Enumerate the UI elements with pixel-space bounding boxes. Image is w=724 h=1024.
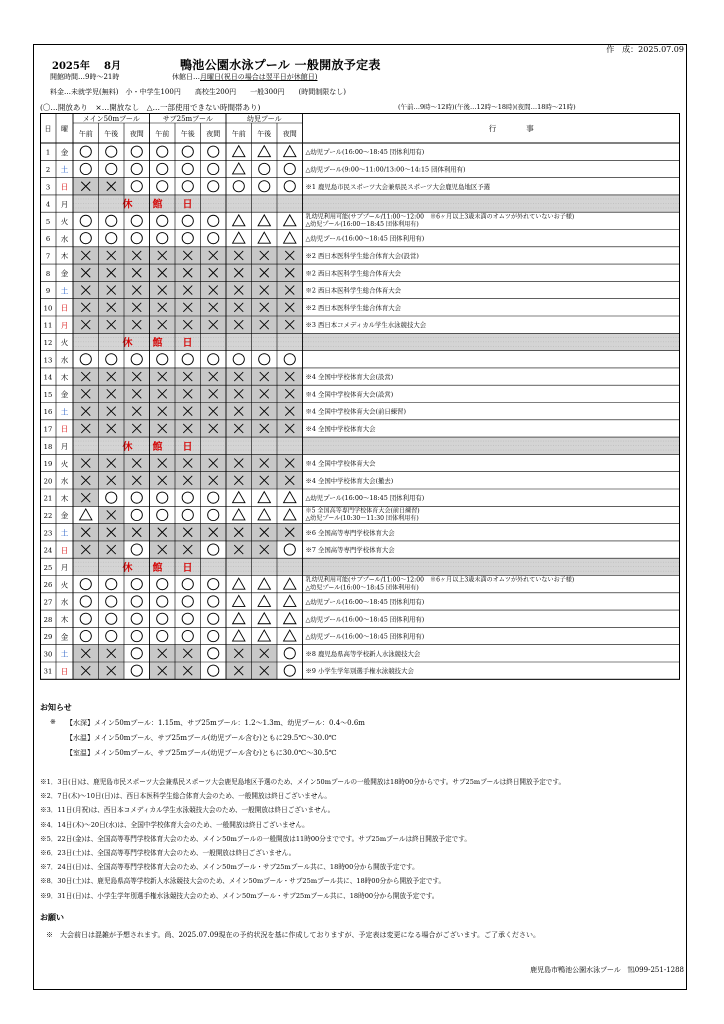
open-mark [157, 163, 168, 174]
notice-heading: お知らせ [40, 702, 72, 712]
day-number: 15 [43, 390, 53, 399]
header-events: 行 事 [488, 124, 534, 133]
closed-day-label: 休 館 日 [122, 441, 193, 453]
day-number: 29 [43, 633, 53, 642]
open-mark [157, 509, 168, 520]
weekday: 水 [60, 355, 69, 365]
open-mark [80, 233, 91, 244]
partial-mark [258, 146, 270, 157]
open-mark [157, 181, 168, 192]
header-group-2: サブ25mプール [162, 115, 213, 123]
open-mark [157, 233, 168, 244]
open-mark [259, 163, 270, 174]
header-午前: 午前 [78, 130, 93, 138]
event-text: △幼児プール(16:00～18:45 団体利用有) [305, 148, 425, 157]
weekday: 火 [60, 580, 69, 590]
open-mark [131, 613, 142, 624]
open-mark [106, 630, 117, 641]
event-text: 乳幼児利用可能(サブプール/11:00～12:00 ※6ヶ月以上3歳未満のオムツが外れていないお子様) [305, 213, 575, 221]
day-number: 30 [43, 650, 53, 659]
weekday: 月 [60, 563, 69, 573]
partial-mark [284, 146, 296, 157]
open-mark [208, 215, 219, 226]
open-mark [208, 163, 219, 174]
open-mark [106, 146, 117, 157]
symbol-legend: (〇…開放あり ×…開放なし △…一部使用できない時間帯あり) [40, 103, 261, 112]
open-mark [131, 354, 142, 365]
created-date: 作 成：2025.07.09 [606, 45, 684, 54]
open-mark [182, 509, 193, 520]
header-午前: 午前 [155, 130, 170, 138]
event-text: ※4 全国中学校体育大会(前日練習) [305, 407, 407, 416]
day-number: 1 [45, 148, 51, 157]
header-午後: 午後 [104, 130, 119, 138]
day-number: 17 [43, 425, 53, 434]
open-mark [106, 492, 117, 503]
open-mark [182, 215, 193, 226]
event-text: △幼児プール(16:00～18:45 団体利用有) [305, 597, 425, 606]
weekday: 土 [60, 165, 69, 175]
day-number: 9 [45, 287, 51, 296]
partial-mark [284, 509, 296, 520]
open-mark [182, 233, 193, 244]
weekday: 土 [60, 407, 69, 417]
open-mark [131, 544, 142, 555]
open-mark [284, 544, 295, 555]
partial-mark [258, 492, 270, 503]
event-text: △幼児プール(16:00～18:45 団体利用有) [305, 494, 425, 503]
water-depth: 【水深】メイン50mプール：1.15m、サブ25mプール：1.2～1.3m、幼児プール：0.4～0.6m [66, 719, 365, 727]
closed-days-prefix: 休館日… [172, 73, 200, 81]
weekday: 水 [60, 234, 69, 244]
partial-mark [258, 215, 270, 226]
weekday: 月 [60, 320, 69, 330]
event-text: △幼児プール(16:00～18:45 団体利用有) [305, 234, 425, 243]
open-mark [131, 509, 142, 520]
open-mark [131, 233, 142, 244]
open-mark [208, 509, 219, 520]
open-mark [157, 215, 168, 226]
closed-day-label: 休 館 日 [122, 562, 193, 574]
event-text: ※4 全国中学校体育大会 [305, 424, 376, 433]
weekday: 火 [60, 338, 69, 348]
open-mark [131, 648, 142, 659]
open-mark [106, 596, 117, 607]
day-number: 26 [43, 581, 53, 590]
open-mark [182, 354, 193, 365]
open-mark [182, 492, 193, 503]
open-mark [284, 354, 295, 365]
weekday: 日 [60, 424, 69, 434]
open-mark [131, 146, 142, 157]
open-mark [80, 596, 91, 607]
open-mark [208, 613, 219, 624]
event-text: ※2 西日本医科学生総合体育大会 [305, 286, 402, 295]
partial-mark [233, 630, 245, 641]
partial-mark [233, 578, 245, 589]
weekday: 金 [60, 632, 69, 642]
partial-mark [258, 595, 270, 606]
open-mark [157, 579, 168, 590]
facility-contact: 鹿児島市鴨池公園水泳プール ℡099-251-1288 [530, 966, 684, 974]
open-mark [80, 354, 91, 365]
footnote-2: ※2．7日(木)～10日(日)は、西日本医科学生総合体育大会のため、一般開放は終日ございません。 [40, 792, 331, 801]
open-mark [157, 596, 168, 607]
partial-mark [233, 163, 245, 174]
day-number: 8 [45, 269, 51, 278]
footnote-4: ※4．14日(木)～20日(水)は、全国中学校体育大会のため、一般開放は終日ございません。 [40, 820, 309, 829]
partial-mark [258, 578, 270, 589]
partial-mark [258, 630, 270, 641]
open-mark [208, 233, 219, 244]
open-mark [208, 665, 219, 676]
partial-mark [233, 492, 245, 503]
open-mark [131, 181, 142, 192]
open-mark [106, 163, 117, 174]
weekday: 水 [60, 597, 69, 607]
footnote-5: ※5．22日(金)は、全国高等専門学校体育大会のため、メイン50mプールの一般開放は11時00分までです。サブ25mプールは終日開放予定です。 [40, 834, 471, 843]
closed-days-text: 月曜日(祝日の場合は翌平日が休館日) [200, 73, 318, 81]
open-mark [157, 630, 168, 641]
day-number: 21 [43, 494, 53, 503]
open-mark [80, 630, 91, 641]
open-mark [106, 354, 117, 365]
footnote-7: ※7．24日(日)は、全国高等専門学校体育大会のため、メイン50mプール・サブ25mプール共に、18時00分から開放予定です。 [40, 863, 419, 872]
partial-mark [233, 595, 245, 606]
open-mark [208, 648, 219, 659]
weekday: 土 [60, 528, 69, 538]
partial-mark [284, 232, 296, 243]
event-text: ※9 小学生学年別選手権水泳競技大会 [305, 667, 414, 676]
schedule-year: 2025年 [52, 61, 90, 72]
weekday: 木 [60, 372, 69, 382]
event-text: ※8 鹿児島県高等学校新人水泳競技大会 [305, 649, 421, 658]
open-mark [208, 596, 219, 607]
day-number: 6 [45, 235, 51, 244]
weekday: 金 [60, 511, 69, 521]
open-mark [182, 579, 193, 590]
event-text: ※2 西日本医科学生総合体育大会 [305, 303, 402, 312]
open-mark [233, 181, 244, 192]
day-number: 10 [43, 304, 53, 313]
open-mark [131, 215, 142, 226]
weekday: 日 [60, 182, 69, 192]
partial-mark [284, 630, 296, 641]
event-text: ※4 全国中学校体育大会(設営) [305, 390, 394, 399]
footnote-1: ※1．3日(日)は、鹿児島市民スポーツ大会兼県民スポーツ大会鹿児島地区予選のため、メイン50mプールの一般開放は18時00分からです。サブ25mプールは終日開放予定です。 [40, 778, 566, 786]
header-夜間: 夜間 [282, 130, 297, 138]
event-text: △幼児プール(16:00～18:45 団体利用有) [305, 221, 419, 228]
day-number: 16 [43, 408, 53, 417]
header-weekday: 曜 [61, 125, 68, 133]
day-number: 19 [43, 460, 53, 469]
open-mark [106, 233, 117, 244]
header-夜間: 夜間 [129, 130, 144, 138]
event-text: ※4 全国中学校体育大会(撤去) [305, 476, 394, 485]
open-mark [131, 492, 142, 503]
footnote-9: ※9．31日(日)は、小学生学年別選手権水泳競技大会のため、メイン50mプール・サブ25mプール共に、18時00分から開放予定です。 [40, 891, 439, 900]
open-mark [284, 665, 295, 676]
event-text: ※1 鹿児島市民スポーツ大会兼県民スポーツ大会鹿児島地区予選 [305, 182, 491, 191]
weekday: 月 [60, 441, 69, 451]
weekday: 木 [60, 251, 69, 261]
day-number: 28 [43, 615, 53, 624]
open-mark [259, 354, 270, 365]
event-text: ※6 全国高等専門学校体育大会 [305, 528, 395, 537]
event-text: ※3 西日本コメディカル学生水泳競技大会 [305, 321, 427, 330]
day-number: 3 [45, 183, 51, 192]
day-number: 25 [43, 563, 53, 572]
open-mark [131, 665, 142, 676]
weekday: 金 [60, 147, 69, 157]
day-number: 31 [43, 667, 53, 676]
fee-info: 料金…未就学児(無料) 小・中学生100円 高校生200円 一般300円 (時間制限なし) [50, 88, 347, 96]
weekday: 日 [60, 666, 69, 676]
event-text: 乳幼児利用可能(サブプール/11:00～12:00 ※6ヶ月以上3歳未満のオムツが外れていないお子様) [305, 576, 575, 584]
event-text: ※7 全国高等専門学校体育大会 [305, 546, 395, 555]
closed-day-label: 休 館 日 [122, 337, 193, 349]
open-mark [182, 630, 193, 641]
partial-mark [284, 595, 296, 606]
water-temperature: 【水温】メイン50mプール、サブ25mプール(幼児プール含む)ともに29.5℃～30.0℃ [66, 734, 337, 742]
partial-mark [258, 232, 270, 243]
header-group-3: 幼児プール [246, 115, 282, 123]
header-夜間: 夜間 [206, 130, 221, 138]
event-text: △幼児プール(9:00～11:00/13:00～14:15 団体利用有) [305, 165, 466, 174]
open-mark [208, 492, 219, 503]
partial-mark [284, 578, 296, 589]
open-mark [284, 181, 295, 192]
event-text: ※4 全国中学校体育大会 [305, 459, 376, 468]
day-number: 14 [43, 373, 53, 382]
open-mark [157, 146, 168, 157]
partial-mark [233, 613, 245, 624]
open-mark [284, 163, 295, 174]
weekday: 日 [60, 303, 69, 313]
day-number: 20 [43, 477, 53, 486]
open-mark [233, 354, 244, 365]
notice-mark: ※ [50, 718, 56, 726]
open-mark [157, 492, 168, 503]
open-mark [259, 181, 270, 192]
open-mark [208, 579, 219, 590]
weekday: 金 [60, 390, 69, 400]
open-mark [208, 630, 219, 641]
partial-mark [258, 613, 270, 624]
day-number: 24 [43, 546, 53, 555]
schedule-table [40, 113, 680, 697]
header-day: 日 [44, 125, 52, 133]
open-mark [157, 354, 168, 365]
day-number: 12 [43, 338, 53, 347]
header-午後: 午後 [180, 130, 195, 138]
weekday: 日 [60, 545, 69, 555]
header-group-1: メイン50mプール [82, 115, 140, 123]
open-mark [208, 146, 219, 157]
open-mark [157, 613, 168, 624]
footnote-6: ※6．23日(土)は、全国高等専門学校体育大会のため、一般開放は終日ございません。 [40, 849, 296, 857]
event-text: ※2 西日本医科学生総合体育大会(設営) [305, 251, 419, 260]
open-mark [80, 146, 91, 157]
open-mark [182, 613, 193, 624]
event-text: △幼児プール(16:00～18:45 団体利用有) [305, 615, 425, 624]
open-mark [131, 163, 142, 174]
partial-mark [233, 509, 245, 520]
request-text: ※ 大会前日は混雑が予想されます。尚、2025.07.09現在の予約状況を基に作成しておりますが、予定表は変更になる場合がございます。ご了承ください。 [46, 931, 540, 939]
event-text: △幼児プール(16:00～18:45 団体利用有) [305, 632, 425, 641]
partial-mark [258, 509, 270, 520]
partial-mark [233, 146, 245, 157]
header-午後: 午後 [257, 130, 272, 138]
event-text: △幼児プール(10:30～11:30 団体利用有) [305, 515, 419, 523]
page-title: 鴨池公園水泳プール 一般開放予定表 [180, 58, 381, 72]
weekday: 月 [60, 199, 69, 209]
day-number: 11 [43, 321, 53, 330]
event-text: △幼児プール(16:00～18:45 団体利用有) [305, 584, 419, 592]
open-mark [208, 354, 219, 365]
partial-mark [284, 492, 296, 503]
partial-mark [80, 509, 92, 520]
weekday: 木 [60, 493, 69, 503]
partial-mark [284, 215, 296, 226]
schedule-month: 8月 [104, 61, 121, 72]
weekday: 火 [60, 217, 69, 227]
open-mark [182, 146, 193, 157]
open-mark [208, 544, 219, 555]
partial-mark [233, 215, 245, 226]
partial-mark [284, 613, 296, 624]
opening-hours: 開館時間…9時～21時 [50, 73, 120, 81]
day-number: 2 [45, 165, 51, 174]
event-text: ※2 西日本医科学生総合体育大会 [305, 269, 402, 278]
time-slot-legend: (午前…9時～12時)(午後…12時～18時)(夜間…18時～21時) [398, 103, 576, 111]
closed-day-label: 休 館 日 [122, 199, 193, 211]
event-text: ※4 全国中学校体育大会(設営) [305, 373, 394, 382]
day-number: 13 [43, 356, 53, 365]
open-mark [80, 215, 91, 226]
weekday: 土 [60, 649, 69, 659]
open-mark [131, 630, 142, 641]
weekday: 火 [60, 459, 69, 469]
footnote-8: ※8．30日(土)は、鹿児島県高等学校新人水泳競技大会のため、メイン50mプール・サブ25mプール共に、18時00分から開放予定です。 [40, 877, 446, 886]
weekday: 木 [60, 614, 69, 624]
weekday: 土 [60, 286, 69, 296]
partial-mark [233, 232, 245, 243]
open-mark [80, 613, 91, 624]
room-temperature: 【室温】メイン50mプール、サブ25mプール(幼児プール含む)ともに30.0℃～30.5℃ [66, 749, 337, 757]
day-number: 5 [45, 217, 51, 226]
open-mark [284, 648, 295, 659]
day-number: 7 [45, 252, 51, 261]
day-number: 4 [45, 200, 51, 209]
open-mark [182, 181, 193, 192]
open-mark [106, 579, 117, 590]
event-text: ※5 全国高等専門学校体育大会(前日練習) [305, 507, 420, 515]
weekday: 水 [60, 476, 69, 486]
open-mark [182, 163, 193, 174]
open-mark [106, 215, 117, 226]
open-mark [80, 579, 91, 590]
open-mark [106, 613, 117, 624]
day-number: 23 [43, 529, 53, 538]
open-mark [131, 596, 142, 607]
day-number: 22 [43, 511, 53, 520]
request-heading: お願い [40, 912, 64, 922]
day-number: 27 [43, 598, 53, 607]
weekday: 金 [60, 268, 69, 278]
footnote-3: ※3．11日(月祝)は、西日本コメディカル学生水泳競技大会のため、一般開放は終日ございません。 [40, 806, 335, 815]
open-mark [182, 596, 193, 607]
open-mark [80, 163, 91, 174]
open-mark [208, 181, 219, 192]
closed-days [172, 72, 317, 82]
day-number: 18 [43, 442, 53, 451]
header-午前: 午前 [231, 130, 246, 138]
open-mark [131, 579, 142, 590]
notice-section [40, 702, 72, 713]
